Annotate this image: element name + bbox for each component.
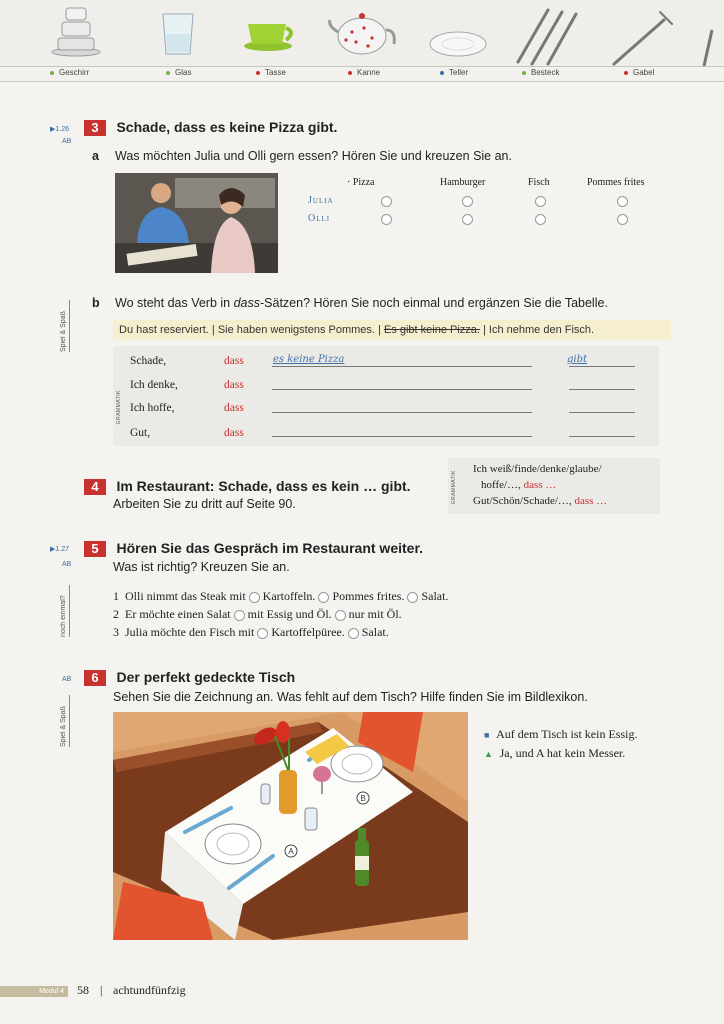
exercise-title: Hören Sie das Gespräch im Restaurant weiter. xyxy=(116,540,424,556)
table-row-4-verb-line[interactable] xyxy=(569,436,635,437)
track-number-1-26[interactable]: ▶1.26 xyxy=(50,126,70,133)
label-gabel: Gabel xyxy=(624,68,654,77)
square-marker-icon: ■ xyxy=(484,730,490,740)
exercise-number: 3 xyxy=(84,120,106,136)
radio-julia-pommes[interactable] xyxy=(617,196,628,207)
col-pizza: · Pizza xyxy=(347,177,375,188)
dot-2 xyxy=(256,71,260,75)
exercise-5-instruction: Was ist richtig? Kreuzen Sie an. xyxy=(113,560,290,574)
restaurant-photo xyxy=(115,173,278,273)
radio-2-a[interactable] xyxy=(234,610,245,621)
table-row-1-verb: gibt xyxy=(567,354,588,365)
table-row-2-conj: dass xyxy=(224,379,244,391)
cup-icon xyxy=(244,24,292,51)
dot-6 xyxy=(624,71,628,75)
radio-julia-fisch[interactable] xyxy=(535,196,546,207)
restaurant-photo-drawing xyxy=(115,173,278,273)
row-julia: Julia xyxy=(308,195,334,206)
radio-olli-fisch[interactable] xyxy=(535,214,546,225)
label-teller: Teller xyxy=(440,68,468,77)
table-row-3-conj: dass xyxy=(224,402,244,414)
dot-0 xyxy=(50,71,54,75)
table-row-3-line[interactable] xyxy=(272,412,532,413)
triangle-marker-icon: ▲ xyxy=(484,749,493,759)
dot-1 xyxy=(166,71,170,75)
exercise-title: Schade, dass es keine Pizza gibt. xyxy=(116,119,338,135)
teapot-icon xyxy=(330,13,395,54)
radio-olli-hamburger[interactable] xyxy=(462,214,473,225)
col-hamburger: Hamburger xyxy=(440,177,486,188)
dialog-line-1: ■ Auf dem Tisch ist kein Essig. xyxy=(484,727,638,741)
label-glas: Glas xyxy=(166,68,191,77)
table-row-3-verb-line[interactable] xyxy=(569,412,635,413)
label-a: A xyxy=(288,847,294,856)
side-label-noch-einmal: noch einmal? xyxy=(60,585,70,637)
radio-olli-pommes[interactable] xyxy=(617,214,628,225)
page-separator: | xyxy=(100,983,103,997)
exercise-title: Der perfekt gedeckte Tisch xyxy=(116,669,296,685)
ab-badge: AB xyxy=(62,138,72,145)
table-row-2-start: Ich denke, xyxy=(130,379,178,391)
exercise-6-instruction: Sehen Sie die Zeichnung an. Was fehlt auf dem Tisch? Hilfe finden Sie im Bildlexikon. xyxy=(113,690,588,704)
side-label-spiel-2: Spiel & Spaß xyxy=(60,695,70,747)
exercise-number: 4 xyxy=(84,479,106,495)
table-row-4-line[interactable] xyxy=(272,436,532,437)
table-row-2-verb-line[interactable] xyxy=(569,389,635,390)
task-a-instruction: Was möchten Julia und Olli gern essen? Hören Sie und kreuzen Sie an. xyxy=(115,149,512,163)
radio-1-c[interactable] xyxy=(407,592,418,603)
ex5-item-1: 1 Olli nimmt das Steak mit Kartoffeln. Pommes frites. Salat. xyxy=(113,589,449,603)
module-badge: Modul 4 xyxy=(0,986,68,997)
grammar-label: GRAMMATIK xyxy=(116,390,122,425)
radio-3-a[interactable] xyxy=(257,628,268,639)
exercise-4-heading xyxy=(84,478,411,496)
grammar-box-line-1: Ich weiß/finde/denke/glaube/ xyxy=(473,463,602,475)
ab-badge: AB xyxy=(62,561,72,568)
exercise-6-heading xyxy=(84,669,295,687)
radio-1-b[interactable] xyxy=(318,592,329,603)
label-besteck: Besteck xyxy=(522,68,559,77)
col-fisch: Fisch xyxy=(528,177,550,188)
radio-olli-pizza[interactable] xyxy=(381,214,392,225)
table-row-4-start: Gut, xyxy=(130,427,151,439)
table-illustration xyxy=(113,712,468,940)
side-label-spiel: Spiel & Spaß xyxy=(60,300,70,352)
ex5-item-3: 3 Julia möchte den Fisch mit Kartoffelpüree. Salat. xyxy=(113,625,389,639)
ab-badge: AB xyxy=(62,676,72,683)
table-row-1-conj: dass xyxy=(224,355,244,367)
dot-5 xyxy=(522,71,526,75)
exercise-number: 6 xyxy=(84,670,106,686)
exercise-4-instruction: Arbeiten Sie zu dritt auf Seite 90. xyxy=(113,497,296,511)
table-drawing xyxy=(113,712,468,940)
dot-4 xyxy=(440,71,444,75)
task-b-instruction: Wo steht das Verb in dass-Sätzen? Hören Sie noch einmal und ergänzen Sie die Tabelle. xyxy=(115,296,608,310)
task-letter-a: a xyxy=(92,149,99,163)
plate-icon xyxy=(430,32,486,56)
track-number-1-27[interactable]: ▶1.27 xyxy=(50,546,70,553)
page-word: achtundfünfzig xyxy=(113,983,186,997)
exercise-number: 5 xyxy=(84,541,106,557)
row-olli: Olli xyxy=(308,213,331,224)
label-tasse: Tasse xyxy=(256,68,286,77)
radio-2-b[interactable] xyxy=(335,610,346,621)
grammar-box-label: GRAMMATIK xyxy=(451,470,457,505)
col-pommes: Pommes frites xyxy=(587,177,645,188)
exercise-5-heading xyxy=(84,540,423,558)
radio-julia-hamburger[interactable] xyxy=(462,196,473,207)
grammar-box-line-3: Gut/Schön/Schade/…, dass … xyxy=(473,495,608,507)
exercise-3-heading xyxy=(84,119,337,137)
table-row-4-conj: dass xyxy=(224,427,244,439)
glass-icon xyxy=(163,14,193,54)
radio-julia-pizza[interactable] xyxy=(381,196,392,207)
radio-3-b[interactable] xyxy=(348,628,359,639)
task-letter-b: b xyxy=(92,296,100,310)
table-row-3-start: Ich hoffe, xyxy=(130,402,175,414)
label-geschirr: Geschirr xyxy=(50,68,89,77)
fork-icon xyxy=(614,12,672,64)
cutlery-icon xyxy=(518,10,576,64)
sentence-bank: Du hast reserviert. | Sie haben wenigstens Pommes. | Es gibt keine Pizza. | Ich nehme den Fisch. xyxy=(113,320,671,340)
table-row-1-line[interactable] xyxy=(272,366,532,367)
dialog-line-2: ▲ Ja, und A hat kein Messer. xyxy=(484,746,626,760)
exercise-title: Im Restaurant: Schade, dass es kein … gibt. xyxy=(116,478,411,494)
ex5-item-2: 2 Er möchte einen Salat mit Essig und Öl. nur mit Öl. xyxy=(113,607,402,621)
tableware-labels xyxy=(0,66,724,82)
table-row-1-start: Schade, xyxy=(130,355,167,367)
dot-3 xyxy=(348,71,352,75)
label-kanne: Kanne xyxy=(348,68,380,77)
radio-1-a[interactable] xyxy=(249,592,260,603)
table-row-2-line[interactable] xyxy=(272,389,532,390)
dish-stack-icon xyxy=(52,8,100,56)
tableware-strip xyxy=(0,0,724,66)
table-row-1-verb-line[interactable] xyxy=(569,366,635,367)
tableware-illustrations xyxy=(0,0,724,66)
grammar-box-line-2: hoffe/…, dass … xyxy=(481,479,557,491)
table-row-1-middle: es keine Pizza xyxy=(273,354,345,365)
label-b: B xyxy=(360,794,366,803)
page-number: 58 xyxy=(77,983,89,997)
